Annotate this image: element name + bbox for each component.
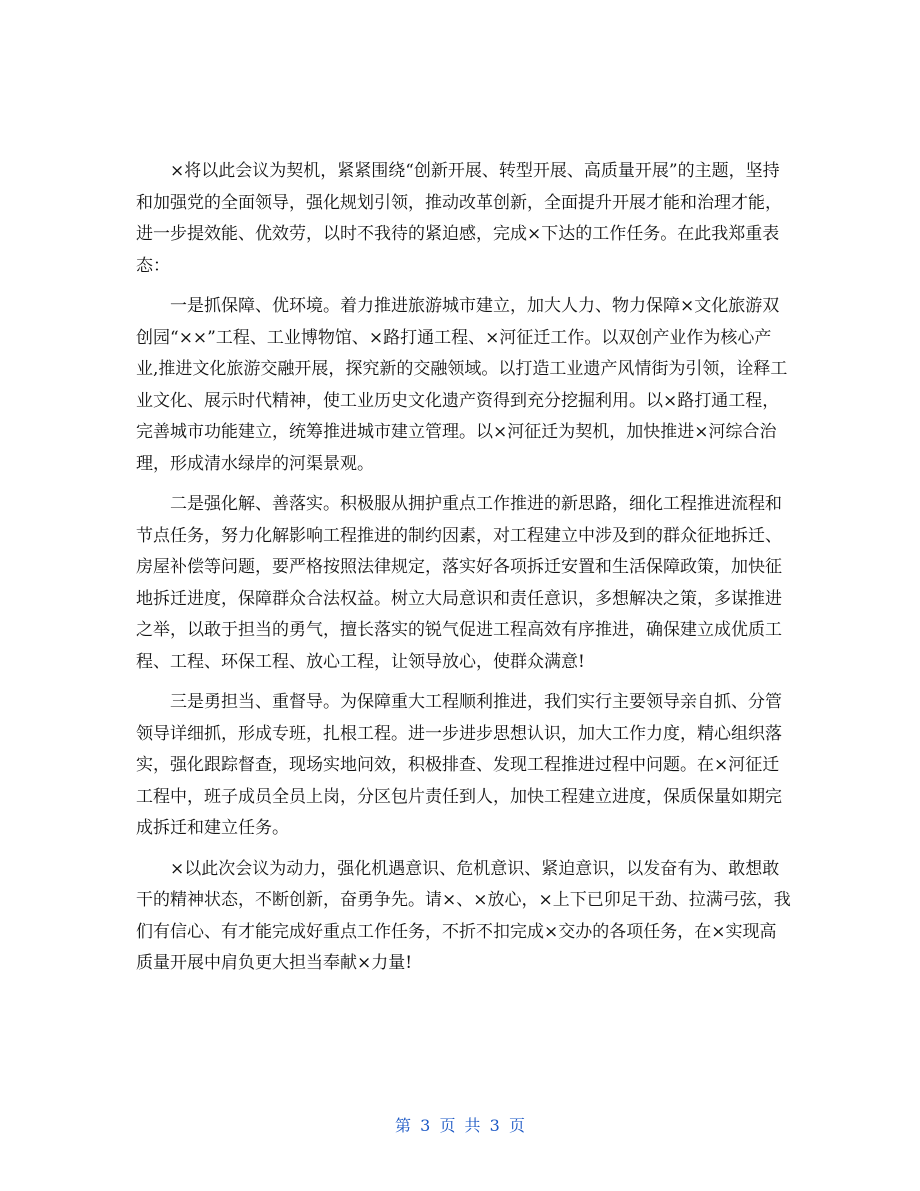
document-body — [136, 156, 791, 980]
paragraph-point-one: 一是抓保障、优环境。着力推进旅游城市建立，加大人力、物力保障×文化旅游双创园“××”工程、工业博物馆、×路打通工程、×河征迁工作。以双创产业作为核心产业,推进文化旅游交融开展，探究新的交融领域。以打造工业遗产风情街为引领，诠释工业文化、展示时代精神，使工业历史文化遗产资得到充分挖掘利用。以×路打通工程，完善城市功能建立，统筹推进城市建立管理。以×河征迁为契机，加快推进×河综合治理，形成清水绿岸的河渠景观。 — [136, 296, 788, 474]
paragraph-point-three: 三是勇担当、重督导。为保障重大工程顺利推进，我们实行主要领导亲自抓、分管领导详细抓，形成专班，扎根工程。进一步进步思想认识，加大工作力度，精心组织落实，强化跟踪督查，现场实地问效，积极排查、发现工程推进过程中问题。在×河征迁工程中，班子成员全员上岗，分区包片责任到人，加快工程建立进度，保质保量如期完成拆迁和建立任务。 — [136, 692, 782, 838]
footer-total-word: 共 — [464, 1116, 481, 1135]
footer-suffix: 页 — [508, 1116, 525, 1135]
paragraph-intro: ×将以此会议为契机，紧紧围绕“创新开展、转型开展、高质量开展”的主题，坚持和加强党的全面领导，强化规划引领，推动改革创新，全面提升开展才能和治理才能，进一步提效能、优效劳，以时不我待的紧迫感，完成×下达的工作任务。在此我郑重表态： — [136, 161, 782, 276]
footer-total-pages: 3 — [489, 1116, 500, 1135]
footer-current-page: 3 — [420, 1116, 431, 1135]
page-footer — [0, 1113, 920, 1136]
paragraph-point-two: 二是强化解、善落实。积极服从拥护重点工作推进的新思路，细化工程推进流程和节点任务，努力化解影响工程推进的制约因素，对工程建立中涉及到的群众征地拆迁、房屋补偿等问题，要严格按照法律规定，落实好各项拆迁安置和生活保障政策，加快征地拆迁进度，保障群众合法权益。树立大局意识和责任意识，多想解决之策，多谋推进之举，以敢于担当的勇气，擅长落实的锐气促进工程高效有序推进，确保建立成优质工程、工程、环保工程、放心工程，让领导放心，使群众满意! — [136, 494, 782, 672]
footer-prefix: 第 — [395, 1116, 412, 1135]
paragraph-closing: ×以此次会议为动力，强化机遇意识、危机意识、紧迫意识，以发奋有为、敢想敢干的精神状态，不断创新，奋勇争先。请×、×放心，×上下已卯足干劲、拉满弓弦，我们有信心、有才能完成好重点工作任务，不折不扣完成×交办的各项任务，在×实现高质量开展中肩负更大担当奉献×力量! — [136, 858, 791, 973]
footer-page-word: 页 — [439, 1116, 456, 1135]
